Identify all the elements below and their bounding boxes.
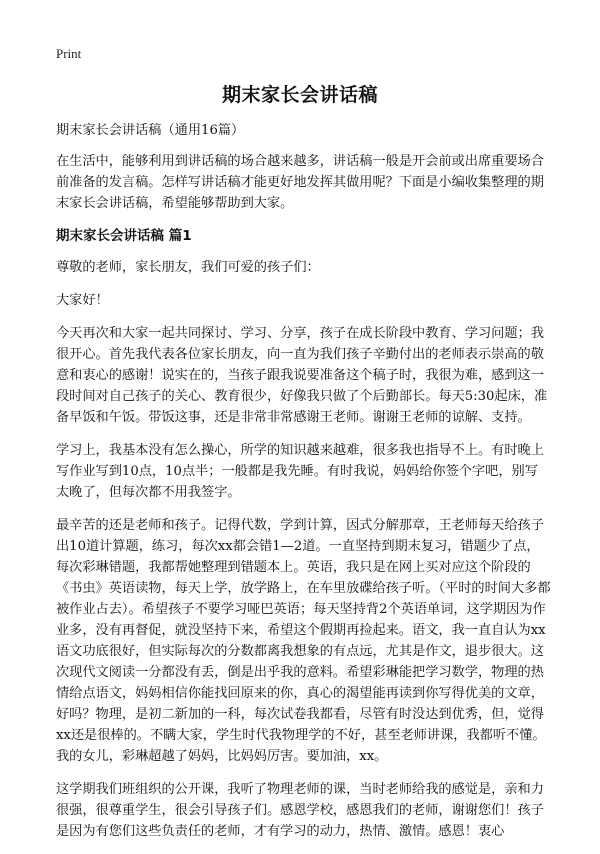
greeting-paragraph: 尊敬的老师，家长朋友，我们可爱的孩子们： — [56, 260, 320, 275]
print-link[interactable]: Print — [56, 46, 82, 61]
intro-paragraph: 在生活中，能够利用到讲话稿的场合越来越多，讲话稿一般是开会前或出席重要场合前准备的发言稿。怎样写讲话稿才能更好地发挥其做用呢？下面是小编收集整理的期末家长会讲话稿，希望能够帮助到大家。 — [56, 154, 544, 211]
body-paragraph-1: 今天再次和大家一起共同探讨、学习、分享，孩子在成长阶段中教育、学习问题；我很开心。首先我代表各位家长朋友，向一直为我们孩子辛勤付出的老师表示崇高的敬意和衷心的感谢！说实在的，当孩子跟我说要准备这个稿子时，我很为难，感到这一段时间对自己孩子的关心、教育很少，好像我只做了个后勤部长。每天5:30起床，准备早饭和午饭。带饭这事，还是非常非常感谢王老师。谢谢王老师的谅解、支持。 — [56, 326, 548, 425]
page-title: 期末家长会讲话稿 — [221, 84, 378, 106]
section-heading: 期末家长会讲话稿 篇1 — [56, 228, 192, 244]
body-paragraph-2: 学习上，我基本没有怎么操心，所学的知识越来越难，很多我也指导不上。有时晚上写作业写到10点，10点半；一般都是我先睡。有时我说，妈妈给你签个字吧，别写太晚了，但每次都不用我签字。 — [56, 443, 544, 500]
body-paragraph-4: 这学期我们班组织的公开课，我听了物理老师的课，当时老师给我的感觉是，亲和力很强，很尊重学生，很会引导孩子们。感恩学校，感恩我们的老师，谢谢您们！孩子是因为有您们这些负责任的老师，才有学习的动力，热情、激情。感恩！衷心 — [56, 782, 544, 839]
salutation-paragraph: 大家好！ — [56, 293, 109, 308]
document-body — [56, 120, 551, 854]
body-paragraph-3: 最辛苦的还是老师和孩子。记得代数，学到计算，因式分解那章，王老师每天给孩子出10道计算题，练习，每次xx都会错1—2道。一直坚持到期末复习，错题少了点，每次彩琳错题，我都帮她整理到错题本上。英语，我只是在网上买对应这个阶段的《书虫》英语读物，每天上学，放学路上，在车里放碟给孩子听。（平时的时间大多都被作业占去）。希望孩子不要学习哑巴英语；每天坚持背2个英语单词，这学期因为作业多，没有再督促，就没坚持下来，希望这个假期再捡起来。语文，我一直自认为xx语文功底很好，但实际每次的分数都离我想象的有点远，尤其是作文，退步很大。这次现代文阅读一分都没有丢，倒是出乎我的意料。希望彩琳能把学习数学，物理的热情给点语文，妈妈相信你能找回原来的你，真心的渴望能再读到你写得优美的文章，好吗？物理，是初二新加的一科，每次试卷我都看，尽管有时没达到优秀，但，觉得xx还是很棒的。不瞒大家，学生时代我物理学的不好，甚至老师讲课，我都听不懂。我的女儿，彩琳超越了妈妈，比妈妈厉害。要加油，xx。 — [56, 518, 551, 764]
document-subtitle: 期末家长会讲话稿（通用16篇） — [56, 123, 245, 138]
